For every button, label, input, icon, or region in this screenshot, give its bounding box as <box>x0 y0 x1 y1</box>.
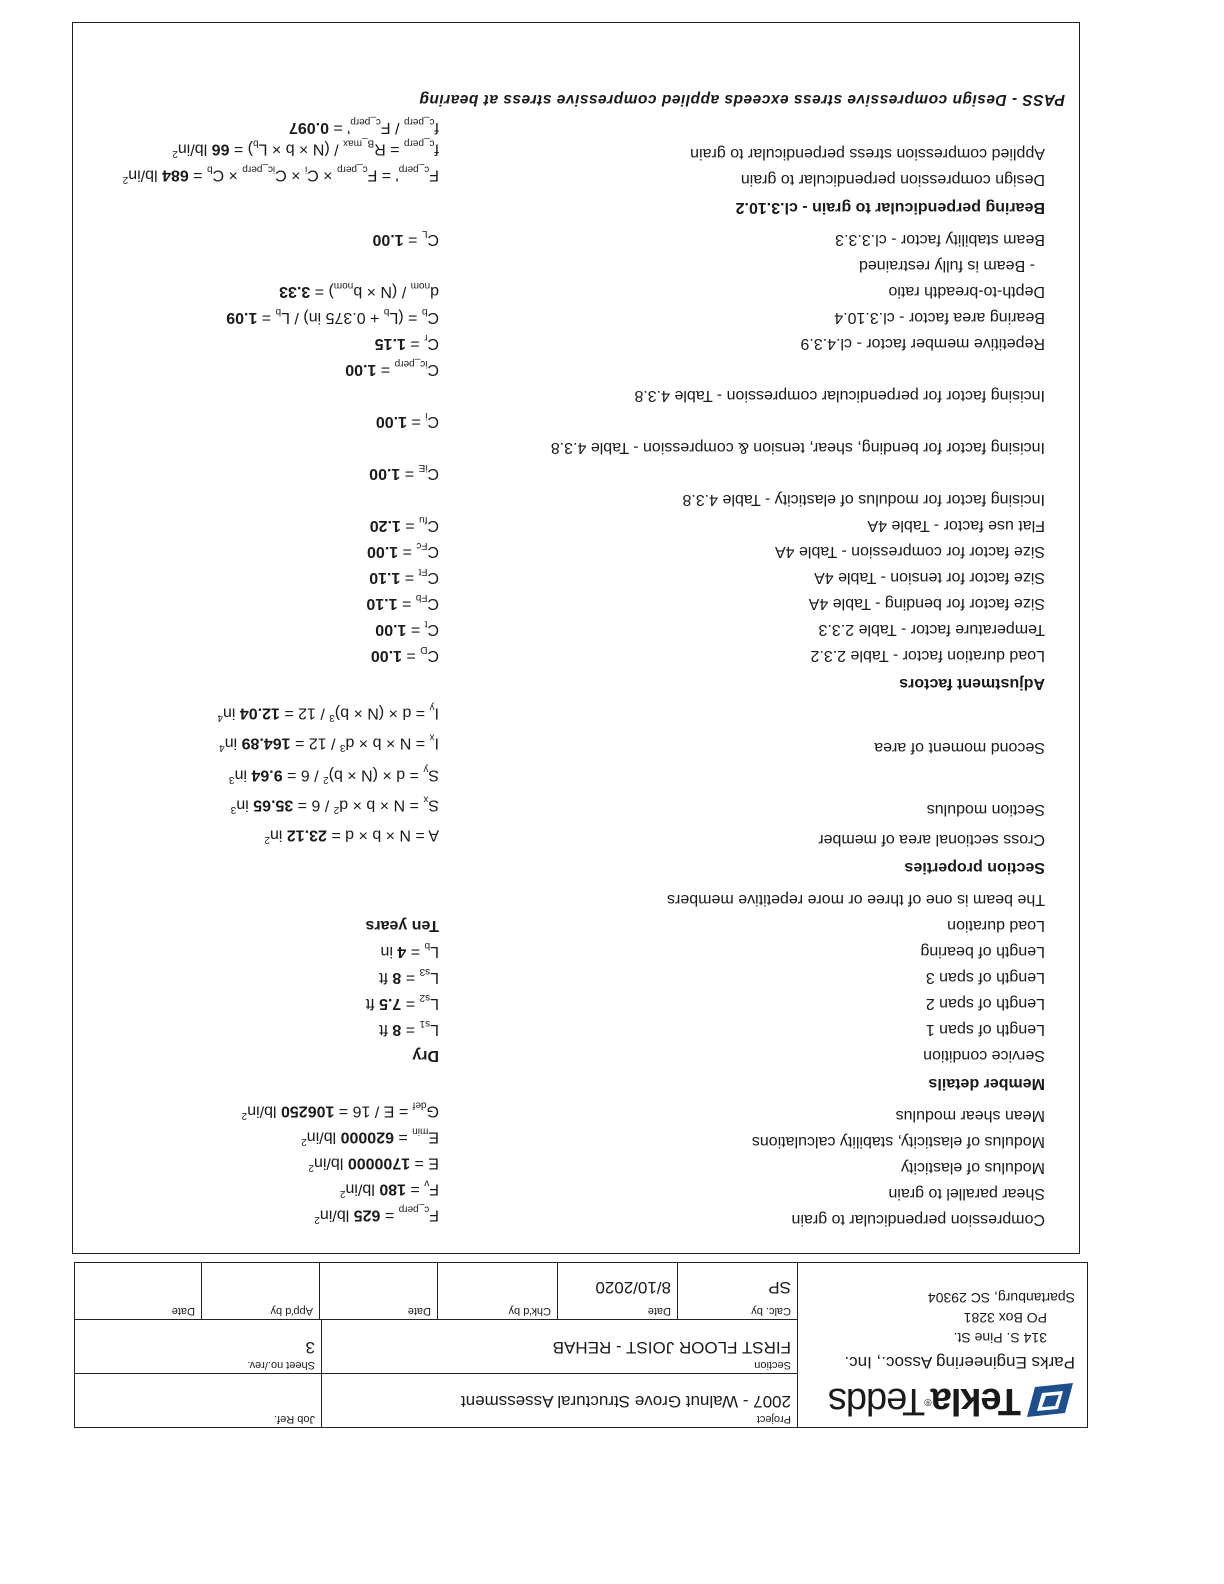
mod-emin-label: Modulus of elasticity, stability calculations <box>751 1133 1045 1150</box>
company-name: Parks Engineering Assoc., Inc. <box>844 1353 1075 1372</box>
project-cell <box>321 1374 797 1427</box>
section-modulus-label: Section modulus <box>926 801 1045 818</box>
appd-by-label: App'd by <box>270 1305 313 1317</box>
company-panel <box>797 1263 1087 1427</box>
cb-value: $C_b = (L_b + 0.375$ $in) / L_b = 1.09$ <box>226 305 439 326</box>
sy-value: $S_y = d \times (N \times b)^2 / 6 = 9.64$ $in^3$ <box>228 763 439 785</box>
member-details-heading: Member details <box>928 1075 1045 1092</box>
cft-value: $C_{Ft} = 1.10$ <box>369 565 439 586</box>
address-line-3: Spartanburg, SC 29304 <box>927 1290 1075 1306</box>
cfc-label: Size factor for compression - Table 4A <box>774 543 1045 560</box>
tekla-logo-icon <box>1027 1383 1073 1417</box>
cfb-value: $C_{Fb} = 1.10$ <box>366 591 439 612</box>
mod-e-value: E = 1700000 $lb/in^2$ <box>308 1154 439 1173</box>
calc-by-cell <box>677 1263 797 1319</box>
date-cell-3 <box>75 1263 201 1319</box>
ix-value: $I_x = N \times b \times d^3 / 12 = 164.89$ $in^4$ <box>219 731 439 753</box>
restrained-note: - Beam is fully restrained <box>858 257 1035 274</box>
bearing-length-label: Length of bearing <box>920 943 1045 960</box>
load-duration-label: Load duration <box>947 917 1045 934</box>
project-row <box>75 1373 797 1427</box>
cb-label: Bearing area factor - cl.3.10.4 <box>834 309 1045 326</box>
cd-value: $C_D = 1.00$ <box>370 643 439 664</box>
date-value-1: 8/10/2020 <box>595 1278 671 1297</box>
area-value: A = N × b × d = 23.12 $in^2$ <box>264 826 439 845</box>
mean-shear-label: Mean shear modulus <box>895 1107 1045 1124</box>
ratio-value: $f_{c\_perp} / F_{c\_perp}' = 0.097$ <box>288 115 439 136</box>
span2-value: $L_{s2} = 7.5$ ft <box>365 991 439 1012</box>
comp-perp-value: $F_{c\_perp} = 625$ $lb/in^2$ <box>314 1203 439 1225</box>
appd-by-cell <box>201 1263 319 1319</box>
sheet-value: 3 <box>305 1338 315 1357</box>
service-value: Dry <box>412 1047 439 1064</box>
span1-label: Length of span 1 <box>925 1021 1045 1038</box>
load-duration-value: Ten years <box>365 917 439 934</box>
moment-label: Second moment of area <box>874 739 1045 756</box>
project-label: Project <box>756 1413 791 1425</box>
section-value: FIRST FLOOR JOIST - REHAB <box>552 1338 791 1357</box>
area-label: Cross sectional area of member <box>818 831 1045 848</box>
calc-by-value: SP <box>768 1278 791 1297</box>
pass-statement: PASS - Design compressive stress exceeds applied compressive stress at bearing <box>418 91 1065 108</box>
cd-label: Load duration factor - Table 2.3.2 <box>810 647 1045 664</box>
date-label-2: Date <box>407 1305 431 1317</box>
project-value: 2007 - Walnut Grove Structural Assessment <box>460 1392 791 1411</box>
address-line-1: 314 S. Pine St. <box>953 1330 1047 1346</box>
section-cell <box>321 1320 797 1373</box>
bearing-length-value: $L_b = 4$ in <box>380 939 439 960</box>
calculation-box <box>72 22 1080 1254</box>
span2-label: Length of span 2 <box>925 995 1045 1012</box>
bearing-heading: Bearing perpendicular to grain - cl.3.10.2 <box>735 199 1045 216</box>
section-label: Section <box>754 1359 791 1371</box>
job-ref-cell <box>75 1374 321 1427</box>
span3-value: $L_{s3} = 8$ ft <box>379 965 439 986</box>
repetitive-note: The beam is one of three or more repetitive members <box>667 891 1045 908</box>
iy-value: $I_y = d \times (N \times b)^3 / 12 = 12.04$ $in^4$ <box>217 701 439 723</box>
tedds-logo: Tekla®Tedds <box>828 1380 1021 1422</box>
cfb-label: Size factor for bending - Table 4A <box>808 595 1045 612</box>
shear-label: Shear parallel to grain <box>888 1185 1045 1202</box>
mod-emin-value: $E_{min} = 620000$ $lb/in^2$ <box>301 1125 439 1147</box>
ci-label: Incising factor for bending, shear, tension & compression - Table 4.3.8 <box>550 439 1045 456</box>
address-line-2: PO Box 3281 <box>963 1310 1047 1326</box>
cfc-value: $C_{Fc} = 1.00$ <box>366 539 439 560</box>
span3-label: Length of span 3 <box>925 969 1045 986</box>
date-label-1: Date <box>647 1305 671 1317</box>
date-cell-1 <box>557 1263 677 1319</box>
cl-label: Beam stability factor - cl.3.3.3 <box>835 231 1045 248</box>
applied-value: $f_{c\_perp} = R_{B\_max} / (N \times b \times L_b) = 66$ $lb/in^2$ <box>172 137 439 159</box>
cfu-value: $C_{fu} = 1.20$ <box>369 513 439 534</box>
signature-row <box>75 1263 797 1319</box>
ct-label: Temperature factor - Table 2.3.3 <box>818 621 1045 638</box>
mod-e-label: Modulus of elasticity <box>900 1159 1045 1176</box>
dbr-label: Depth-to-breadth ratio <box>888 283 1045 300</box>
chkd-by-cell <box>437 1263 557 1319</box>
mean-shear-value: $G_{def} = E / 16 = 106250$ $lb/in^2$ <box>241 1099 439 1121</box>
cr-value: $C_r = 1.15$ <box>374 331 439 352</box>
cie-label: Incising factor for modulus of elasticity - Table 4.3.8 <box>682 491 1045 508</box>
design-comp-label: Design compression perpendicular to grain <box>740 171 1045 188</box>
shear-value: $F_v = 180$ $lb/in^2$ <box>339 1177 439 1199</box>
cfu-label: Flat use factor - Table 4A <box>867 517 1045 534</box>
section-row <box>75 1319 797 1373</box>
cicp-value: $C_{ic\_perp} = 1.00$ <box>345 357 439 378</box>
cft-label: Size factor for tension - Table 4A <box>814 569 1045 586</box>
cie-value: $C_{iE} = 1.00$ <box>369 461 439 482</box>
applied-label: Applied compression stress perpendicular to grain <box>690 145 1045 162</box>
date-cell-2 <box>319 1263 437 1319</box>
adjustment-heading: Adjustment factors <box>899 675 1045 692</box>
comp-perp-label: Compression perpendicular to grain <box>791 1211 1045 1228</box>
job-ref-label: Job Ref. <box>274 1413 315 1425</box>
cr-label: Repetitive member factor - cl.4.3.9 <box>800 335 1045 352</box>
title-block <box>74 1262 1088 1428</box>
date-label-3: Date <box>171 1305 195 1317</box>
design-comp-value: $F_{c\_perp}' = F_{c\_perp} \times C_i \times C_{ic\_perp} \times C_b = 684$ $lb/in^2$ <box>122 163 439 185</box>
chkd-by-label: Chk'd by <box>508 1305 551 1317</box>
sheet-label: Sheet no./rev. <box>247 1359 315 1371</box>
span1-value: $L_{s1} = 8$ ft <box>379 1017 439 1038</box>
cl-value: $C_L = 1.00$ <box>372 227 439 248</box>
service-label: Service condition <box>923 1047 1045 1064</box>
ci-value: $C_i = 1.00$ <box>375 409 439 430</box>
sx-value: $S_x = N \times b \times d^2 / 6 = 35.65$ $in^3$ <box>230 793 439 815</box>
dbr-value: $d_{nom} / (N \times b_{nom}) = 3.33$ <box>279 279 439 300</box>
cicp-label: Incising factor for perpendicular compression - Table 4.3.8 <box>634 387 1045 404</box>
sheet-cell <box>75 1320 321 1373</box>
calc-by-label: Calc. by <box>751 1305 791 1317</box>
ct-value: $C_t = 1.00$ <box>375 617 439 638</box>
section-properties-heading: Section properties <box>904 859 1045 876</box>
